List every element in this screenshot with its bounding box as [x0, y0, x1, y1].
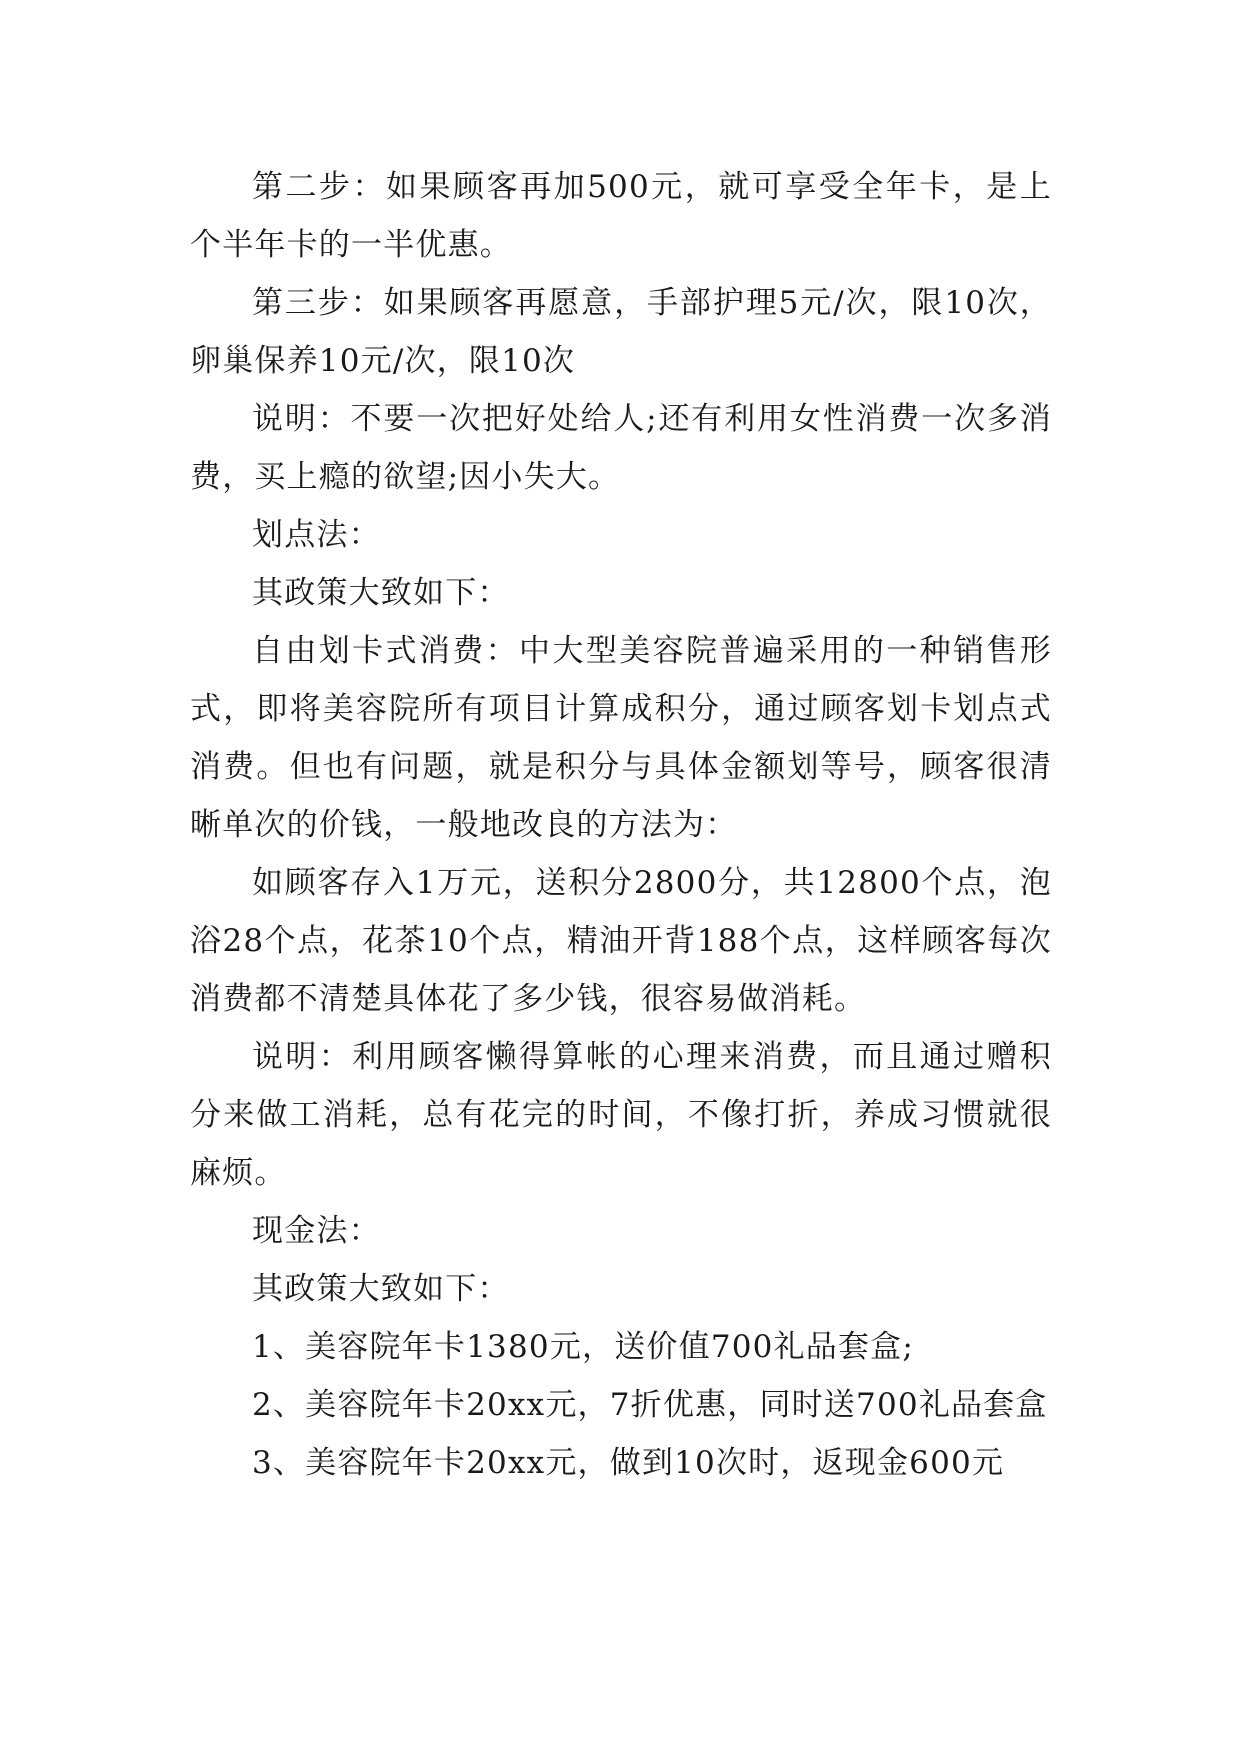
paragraph-step-two: 第二步：如果顾客再加500元，就可享受全年卡，是上个半年卡的一半优惠。: [190, 169, 1052, 263]
list-item-2: 2、美容院年卡20xx元，7折优惠，同时送700礼品套盒: [252, 1387, 1048, 1423]
paragraph-deposit-example: 如顾客存入1万元，送积分2800分，共12800个点，泡浴28个点，花茶10个点，精油开背188个点，这样顾客每次消费都不清楚具体花了多少钱，很容易做消耗。: [190, 865, 1052, 1017]
list-item-1: 1、美容院年卡1380元，送价值700礼品套盒;: [252, 1329, 915, 1365]
paragraph-note-one: 说明：不要一次把好处给人;还有利用女性消费一次多消费，买上瘾的欲望;因小失大。: [190, 401, 1052, 495]
heading-cash-method: 现金法：: [252, 1213, 381, 1249]
paragraph-step-three: 第三步：如果顾客再愿意，手部护理5元/次，限10次，卵巢保养10元/次，限10次: [190, 285, 1052, 379]
paragraph-policy-intro-two: 其政策大致如下：: [252, 1271, 510, 1307]
list-item-3: 3、美容院年卡20xx元，做到10次时，返现金600元: [252, 1445, 1005, 1481]
paragraph-policy-intro-one: 其政策大致如下：: [252, 575, 510, 611]
paragraph-free-card: 自由划卡式消费：中大型美容院普遍采用的一种销售形式，即将美容院所有项目计算成积分，通过顾客划卡划点式消费。但也有问题，就是积分与具体金额划等号，顾客很清晰单次的价钱，一般地改良的方法为：: [190, 633, 1052, 843]
paragraph-note-two: 说明：利用顾客懒得算帐的心理来消费，而且通过赠积分来做工消耗，总有花完的时间，不像打折，养成习惯就很麻烦。: [190, 1039, 1052, 1191]
document-body: [190, 158, 1052, 1492]
heading-point-method: 划点法：: [252, 517, 381, 553]
